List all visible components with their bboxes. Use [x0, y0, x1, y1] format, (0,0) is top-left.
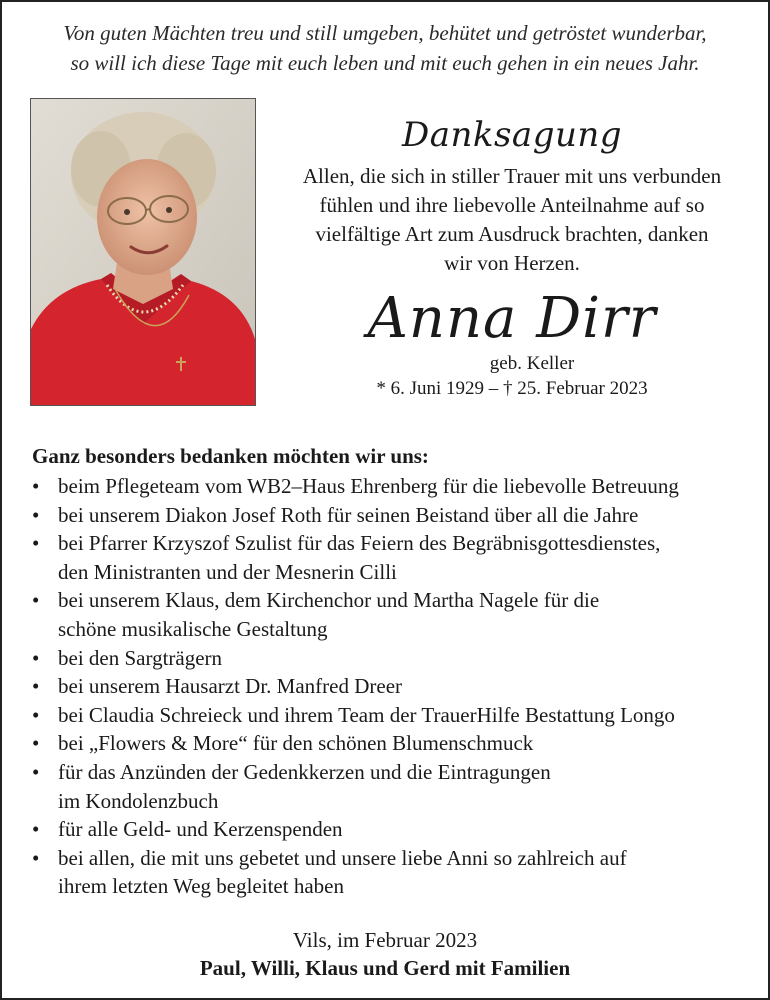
place-date: Vils, im Februar 2023: [292, 928, 478, 952]
list-item-text: bei den Sargträgern: [58, 645, 223, 670]
bullet-icon: •: [32, 645, 40, 670]
list-item: [32, 644, 752, 673]
born-name: geb. Keller: [489, 353, 575, 374]
thanks-list: [32, 472, 752, 901]
list-item: [32, 729, 752, 758]
list-item: [32, 815, 752, 844]
thanks-heading: Ganz besonders bedanken möchten wir uns:: [32, 444, 429, 468]
list-item-text: bei „Flowers & More“ für den schönen Blumenschmuck: [58, 731, 534, 756]
deceased-name: Anna Dirr: [367, 286, 657, 351]
bullet-icon: •: [32, 502, 40, 527]
signatories: Paul, Willi, Klaus und Gerd mit Familien: [199, 956, 571, 980]
intro-line: vielfältige Art zum Ausdruck brachten, danken: [315, 222, 709, 246]
poem-quote: [2, 18, 768, 78]
quote-line-2: so will ich diese Tage mit euch leben und mit euch gehen in ein neues Jahr.: [70, 51, 700, 75]
bullet-icon: •: [32, 674, 40, 699]
list-item-text: für alle Geld- und Kerzenspenden: [58, 817, 343, 842]
list-item-text: im Kondolenzbuch: [58, 788, 219, 813]
life-dates: * 6. Juni 1929 – † 25. Februar 2023: [376, 378, 648, 399]
list-item-text: bei unserem Klaus, dem Kirchenchor und Martha Nagele für die: [58, 588, 600, 613]
list-item: [32, 701, 752, 730]
quote-line-1: Von guten Mächten treu und still umgeben, behütet und getröstet wunderbar,: [63, 21, 707, 45]
danksagung-title: Danksagung: [401, 115, 623, 155]
list-item-text: bei Pfarrer Krzyszof Szulist für das Feiern des Begräbnisgottesdienstes,: [58, 531, 661, 556]
list-item: [32, 586, 752, 643]
bullet-icon: •: [32, 817, 40, 842]
bullet-icon: •: [32, 731, 40, 756]
list-item: [32, 472, 752, 501]
list-item-text: beim Pflegeteam vom WB2–Haus Ehrenberg für die liebevolle Betreuung: [58, 474, 679, 498]
bullet-icon: •: [32, 474, 40, 498]
bullet-icon: •: [32, 702, 40, 727]
list-item: [32, 758, 752, 815]
thanks-header: [274, 112, 750, 402]
list-item: [32, 672, 752, 701]
list-item-text: den Ministranten und der Mesnerin Cilli: [58, 559, 397, 584]
intro-line: fühlen und ihre liebevolle Anteilnahme auf so: [319, 193, 705, 217]
list-item-text: für das Anzünden der Gedenkkerzen und die Eintragungen: [58, 759, 551, 784]
list-item-text: bei unserem Diakon Josef Roth für seinen Beistand über all die Jahre: [58, 502, 639, 527]
bullet-icon: •: [32, 845, 40, 870]
list-item: [32, 844, 752, 901]
intro-line: Allen, die sich in stiller Trauer mit uns verbunden: [302, 164, 722, 188]
list-item-text: bei Claudia Schreieck und ihrem Team der TrauerHilfe Bestattung Longo: [58, 702, 675, 727]
list-item-text: ihrem letzten Weg begleitet haben: [58, 874, 344, 899]
list-item-text: bei allen, die mit uns gebetet und unsere liebe Anni so zahlreich auf: [58, 845, 627, 870]
bullet-icon: •: [32, 531, 40, 556]
bullet-icon: •: [32, 759, 40, 784]
list-item: [32, 529, 752, 586]
bullet-icon: •: [32, 588, 40, 613]
portrait-photo: [30, 98, 256, 406]
list-item-text: bei unserem Hausarzt Dr. Manfred Dreer: [58, 674, 403, 699]
list-item: [32, 501, 752, 530]
intro-line: wir von Herzen.: [444, 251, 580, 275]
list-item-text: schöne musikalische Gestaltung: [58, 616, 328, 641]
intro-text: [274, 162, 750, 278]
